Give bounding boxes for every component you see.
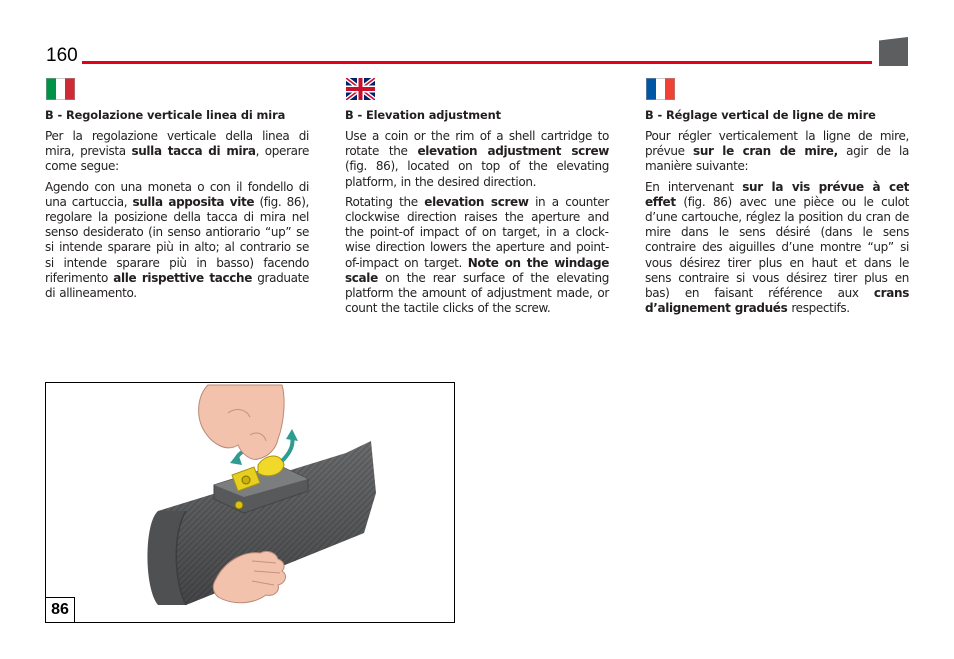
french-paragraph-1 [645,129,909,175]
text: agir de la manière suivante: [645,144,910,174]
english-paragraph-1 [345,129,609,190]
french-heading: B - Réglage vertical de ligne de mire [645,108,876,122]
page-number: 160 [46,45,78,66]
bold-text: elevation adjustment screw [417,144,609,159]
text: in a counter clockwise direction raises the aperture and the point-of impact of on target, in a clockwise direction lowers the aperture and point-of-impact on target. [345,194,609,270]
text: (fig. 86), located on top of the elevating platform, in the desired direction. [345,159,609,189]
text: graduate di allineamento. [45,270,310,301]
france-flag-icon [646,78,675,100]
english-heading: B - Elevation adjustment [345,108,501,122]
uk-flag-icon [346,78,375,100]
french-column [645,108,909,321]
bold-text: sur la vis prévue à cet effet [645,179,909,209]
english-paragraph-2 [345,195,609,317]
italy-flag-icon [46,78,75,100]
italian-paragraph-2 [45,180,309,302]
text: Rotating the [345,194,425,209]
italian-paragraph-1 [45,129,309,175]
bold-text: elevation screw [424,194,529,209]
bold-text: Note on the windage scale [345,255,609,285]
english-column [345,108,609,321]
figure-86 [45,382,455,623]
text: Use a coin or the rim of a shell cartridge to rotate the [345,129,609,159]
bold-text: sulla tacca di mira [131,144,256,159]
bold-text: crans d’alignement gradués [645,286,909,316]
figure-number: 86 [46,597,75,622]
italian-column [45,108,309,306]
italian-heading: B - Regolazione verticale linea di mira [45,108,286,122]
text: Pour régler verticalement la ligne de mire, prévue [645,129,909,159]
rear-sight-illustration [46,383,454,622]
bold-text: sur le cran de mire, [693,144,838,159]
bold-text: sulla apposita vite [132,194,255,209]
header-red-rule [82,61,872,64]
text: Agendo con una moneta o con il fondello di una cartuccia, [45,179,309,209]
text: respectifs. [787,301,850,316]
text: Per la regolazione verticale della linea di mira, prevista [45,129,309,159]
text: (fig. 86) avec une pièce ou le culot d’une cartouche, réglez la position du cran de mire dans le sens désiré (dans le sens contraire des aiguilles d’une montre “up” si vous désirez tirer plus en haut et dans le sens contraire si vous désirez tirer plus en bas) en faisant référence aux [645,194,909,301]
corner-tab [879,37,908,66]
text: on the rear surface of the elevating platform the amount of adjustment made, or count the tactile clicks of the screw. [345,270,609,316]
text: (fig. 86), regolare la posizione della tacca di mira nel senso desiderato (in senso antiorario “up” se si intende sparare più in alto; al contrario se si intende sparare più in basso) facendo riferimento [45,194,310,285]
text: En intervenant [645,179,743,194]
text: , operare come segue: [45,144,310,174]
french-paragraph-2 [645,180,909,317]
bold-text: alle rispettive tacche [113,270,253,285]
